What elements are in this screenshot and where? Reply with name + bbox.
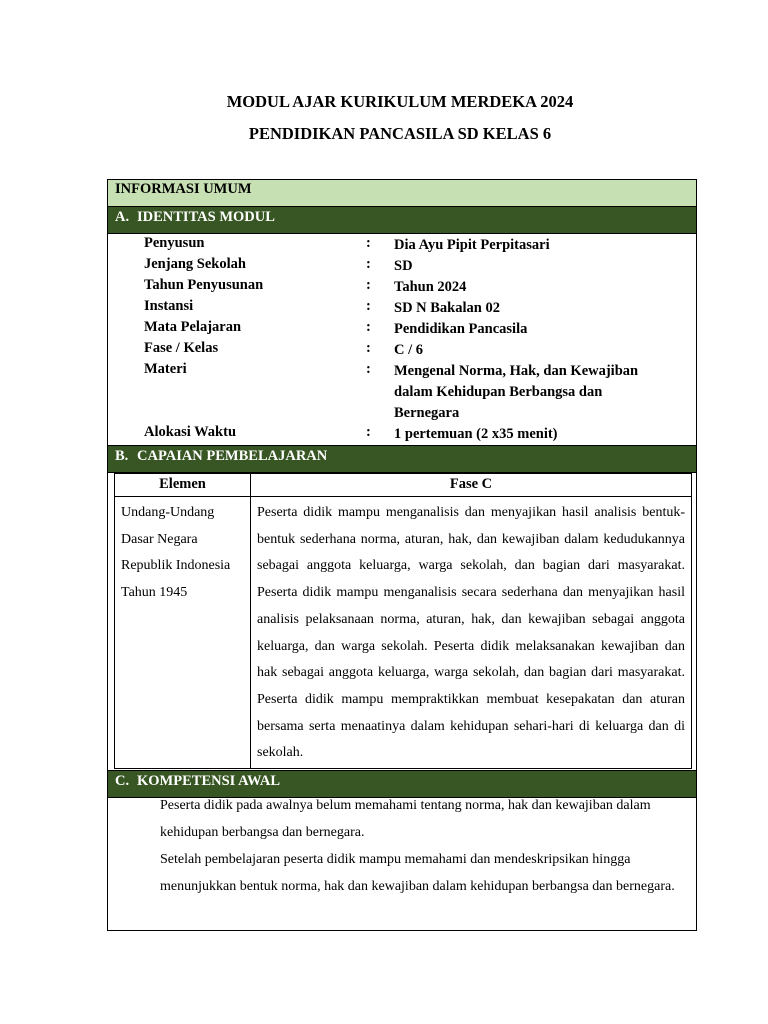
- identitas-value: Dia Ayu Pipit Perpitasari: [394, 237, 550, 253]
- identitas-label: Penyusun: [144, 235, 205, 251]
- identitas-colon: :: [366, 361, 371, 377]
- identitas-value: 1 pertemuan (2 x35 menit): [394, 426, 558, 442]
- identitas-value: SD N Bakalan 02: [394, 300, 500, 316]
- section-a-label: IDENTITAS MODUL: [137, 209, 275, 225]
- identitas-value: C / 6: [394, 342, 423, 358]
- identitas-value: Pendidikan Pancasila: [394, 321, 528, 337]
- section-b-band: [108, 445, 696, 473]
- document-title: MODUL AJAR KURIKULUM MERDEKA 2024: [226, 92, 574, 111]
- identitas-value: SD: [394, 258, 413, 274]
- column-divider: [250, 474, 251, 768]
- capaian-header-row: [115, 474, 691, 497]
- section-c-label: KOMPETENSI AWAL: [137, 773, 281, 789]
- informasi-umum-band: [108, 180, 696, 207]
- kompetensi-awal-paragraph-1: Peserta didik pada awalnya belum memahami tentang norma, hak dan kewajiban dalam kehidupan berbangsa dan bernegara.: [160, 798, 651, 840]
- header-fase-c: Fase C: [449, 476, 493, 492]
- identitas-colon: :: [366, 298, 371, 314]
- identitas-colon: :: [366, 256, 371, 272]
- section-a-band: [108, 206, 696, 234]
- identitas-colon: :: [366, 277, 371, 293]
- identitas-label: Materi: [144, 361, 187, 377]
- identitas-colon: :: [366, 235, 371, 251]
- elemen-cell: Undang-Undang Dasar Negara Republik Indonesia Tahun 1945: [121, 505, 231, 601]
- identitas-label: Fase / Kelas: [144, 340, 219, 356]
- kompetensi-awal-paragraph-2: Setelah pembelajaran peserta didik mampu memahami dan mendeskripsikan hingga menunjukkan bentuk norma, hak dan kewajiban dalam kehidupan berbangsa dan bernegara.: [160, 852, 675, 894]
- section-c-number: C.: [115, 773, 130, 789]
- identitas-colon: :: [366, 319, 371, 335]
- section-b-label: CAPAIAN PEMBELAJARAN: [137, 448, 328, 464]
- identitas-colon: :: [366, 340, 371, 356]
- identitas-value: Mengenal Norma, Hak, dan Kewajiban dalam Kehidupan Berbangsa dan Bernegara: [394, 363, 639, 421]
- identitas-label: Tahun Penyusunan: [144, 277, 264, 293]
- module-table: [107, 179, 697, 931]
- document-subtitle: PENDIDIKAN PANCASILA SD KELAS 6: [248, 124, 552, 143]
- informasi-umum-label: INFORMASI UMUM: [115, 181, 252, 197]
- header-elemen: Elemen: [159, 476, 206, 492]
- section-b-number: B.: [115, 448, 129, 464]
- identitas-label: Jenjang Sekolah: [144, 256, 246, 272]
- identitas-label: Mata Pelajaran: [144, 319, 242, 335]
- section-a-number: A.: [115, 209, 130, 225]
- identitas-label: Alokasi Waktu: [144, 424, 237, 440]
- identitas-colon: :: [366, 424, 371, 440]
- fase-c-cell: Peserta didik mampu menganalisis dan menyajikan hasil analisis bentuk-bentuk sederhana norma, aturan, hak, dan kewajiban dalam kedudukannya sebagai anggota keluarga, warga sekolah, dan bagian dari masyarakat. Peserta didik mampu menganalisis secara sederhana dan menyajikan hasil analisis pelaksanaan norma, aturan, hak, dan kewajiban sebagai anggota keluarga, dan warga sekolah. Peserta didik melaksanakan kewajiban dan hak sebagai anggota keluarga, warga sekolah, dan bagian dari masyarakat. Peserta didik mampu mempraktikkan membuat kesepakatan dan aturan bersama serta menaatinya dalam kehidupan sehari-hari di keluarga dan di sekolah.: [257, 505, 685, 761]
- identitas-label: Instansi: [144, 298, 194, 314]
- identitas-value: Tahun 2024: [394, 279, 467, 295]
- capaian-table: [114, 473, 692, 769]
